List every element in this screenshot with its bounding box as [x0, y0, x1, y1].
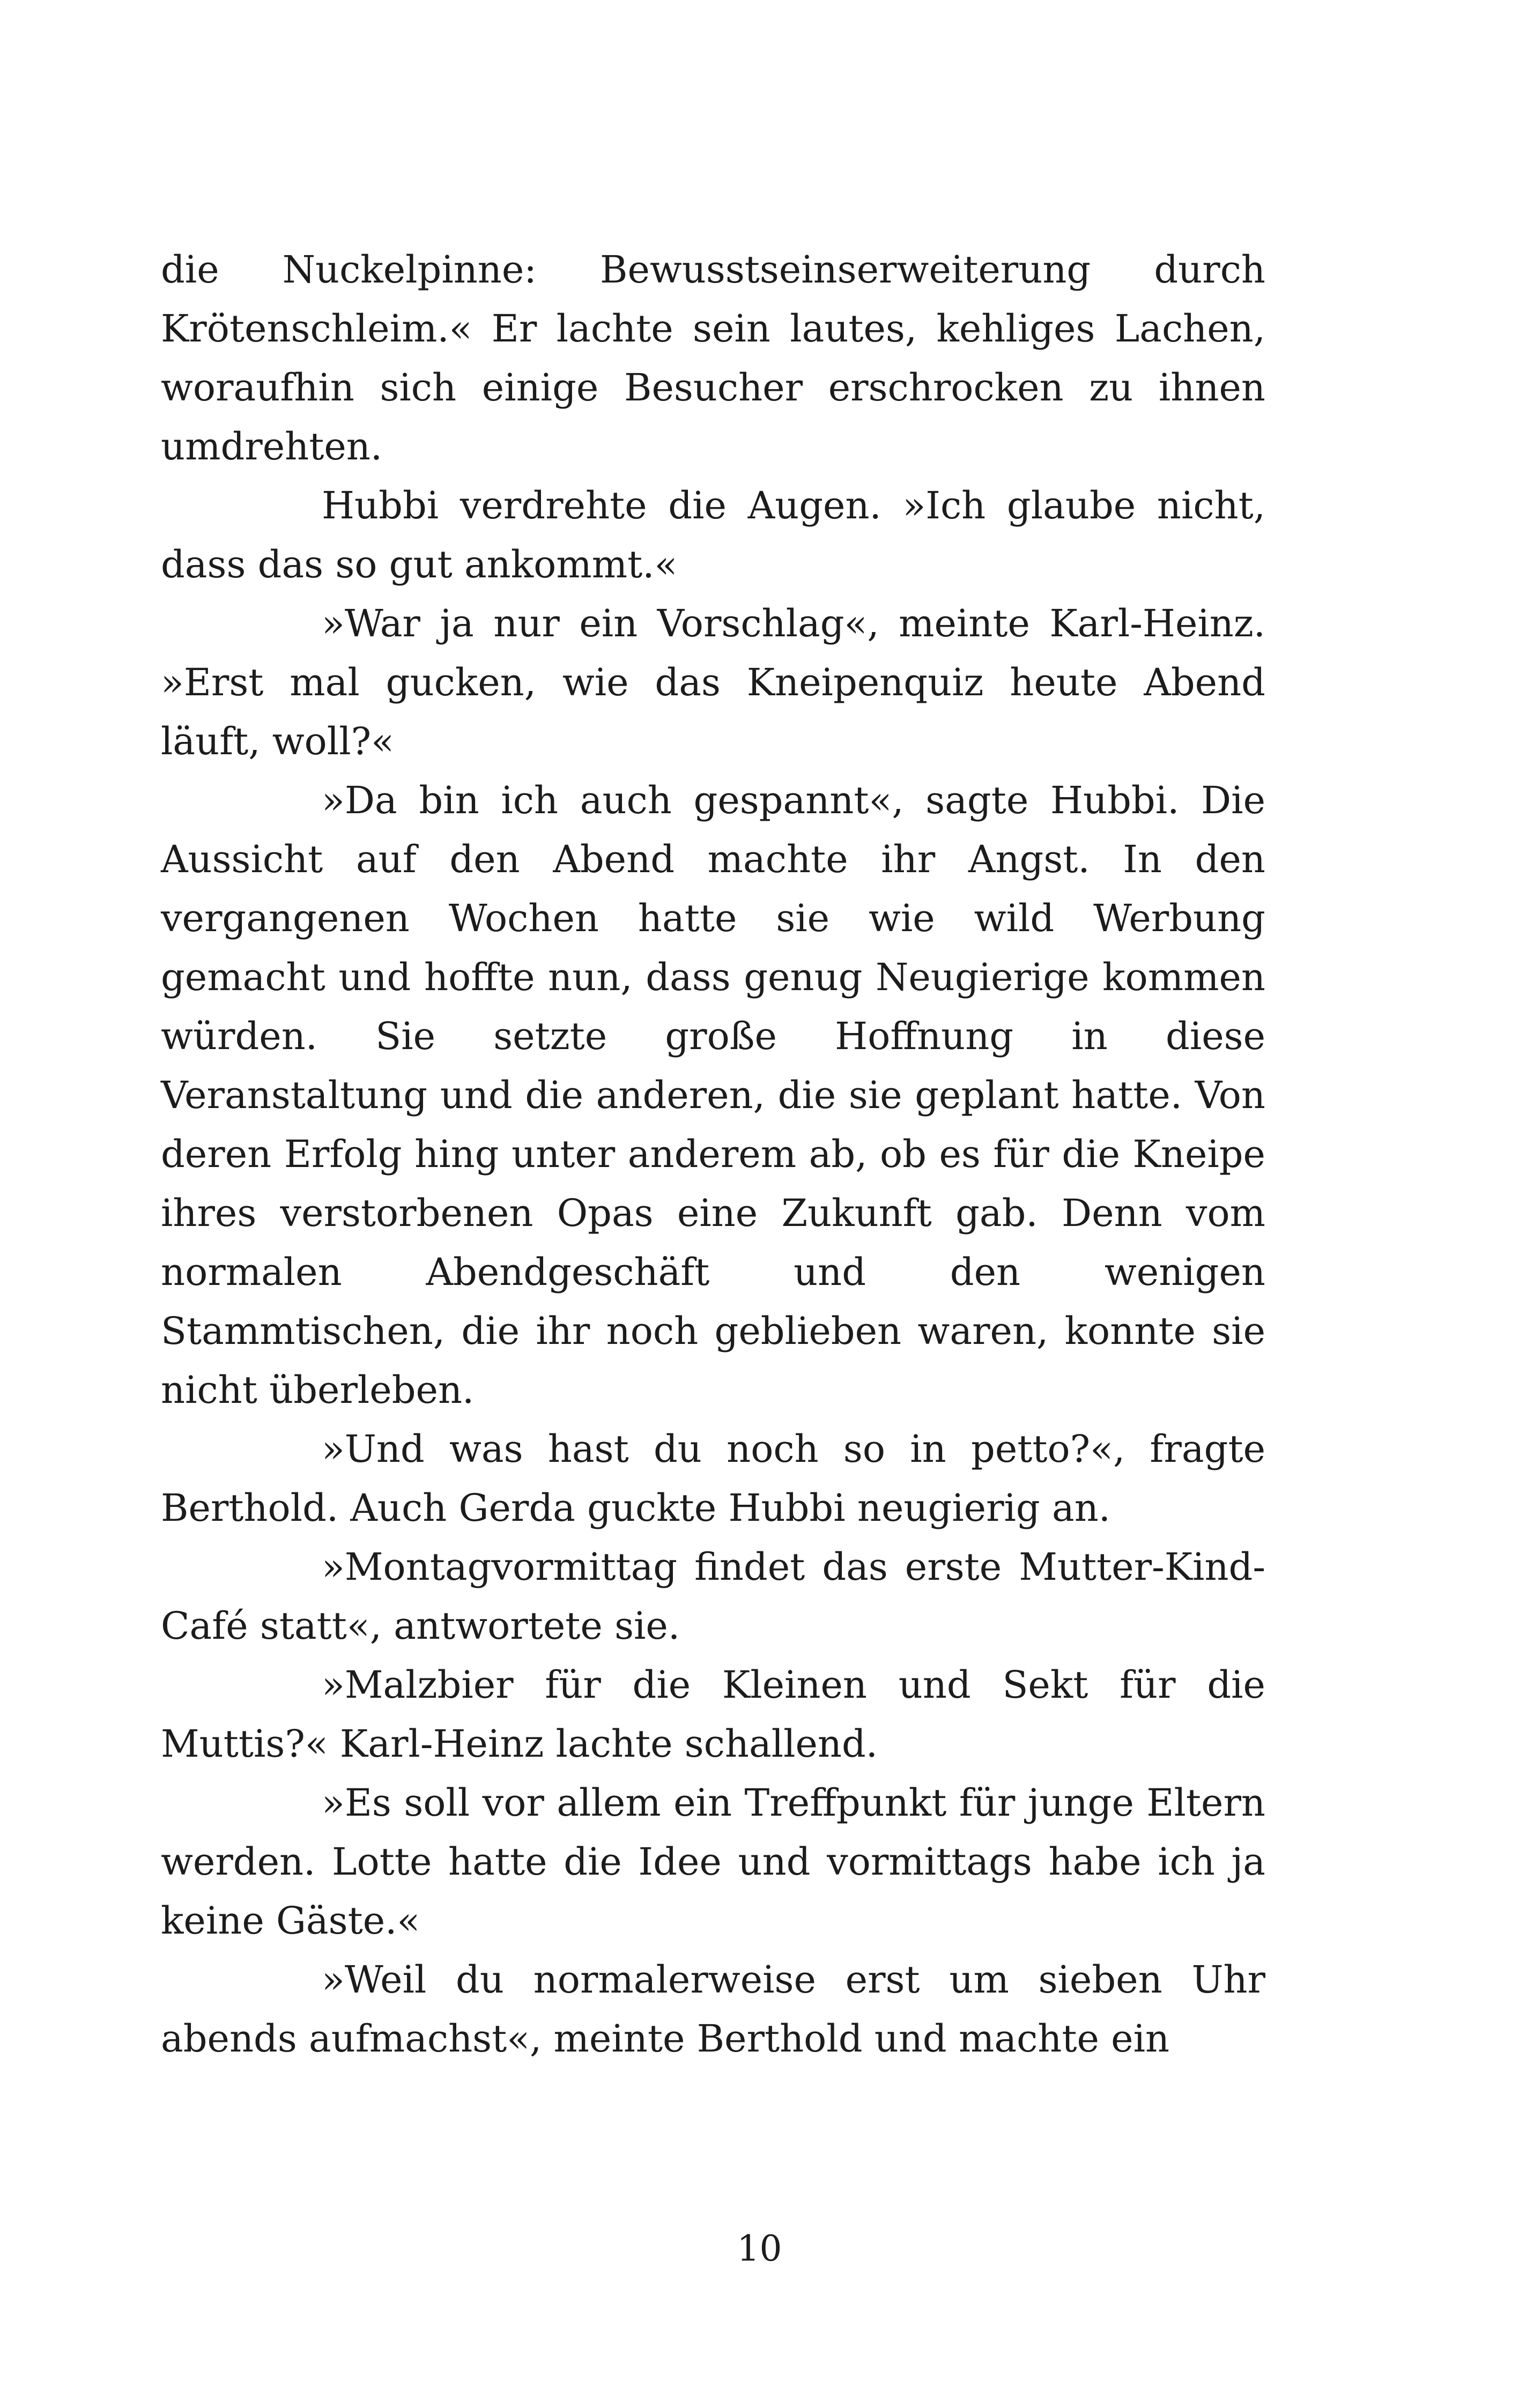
paragraph: Hubbi verdrehte die Augen. »Ich glaube nicht, dass das so gut ankommt.« — [161, 484, 1265, 586]
paragraph: »Malzbier für die Kleinen und Sekt für die Muttis?« Karl-Heinz lachte schallend. — [161, 1663, 1265, 1766]
page-number: 10 — [737, 2228, 782, 2269]
body-text — [161, 240, 1265, 2068]
paragraph: »War ja nur ein Vorschlag«, meinte Karl-Heinz. »Erst mal gucken, wie das Kneipenquiz heute Abend läuft, woll?« — [161, 601, 1265, 763]
paragraph-continuation: die Nuckelpinne: Bewusstseinserweiterung durch Krötenschleim.« Er lachte sein lautes, kehliges Lachen, woraufhin sich einige Besucher erschrocken zu ihnen umdrehten. — [161, 248, 1265, 469]
paragraph: »Da bin ich auch gespannt«, sagte Hubbi. Die Aussicht auf den Abend machte ihr Angst. In den vergangenen Wochen hatte sie wie wild Werbung gemacht und hoffte nun, dass genug Neugierige kommen würden. Sie setzte große Hoffnung in diese Veranstaltung und die anderen, die sie geplant hatte. Von deren Erfolg hing unter anderem ab, ob es für die Kneipe ihres verstorbenen Opas eine Zukunft gab. Denn vom normalen Abendgeschäft und den wenigen Stammtischen, die ihr noch geblieben waren, konnte sie nicht überleben. — [161, 778, 1265, 1412]
paragraph: »Montagvormittag findet das erste Mutter-Kind-Café statt«, antwortete sie. — [161, 1545, 1265, 1648]
paragraph-last: »Weil du normalerweise erst um sieben Uhr abends aufmachst«, meinte Berthold und machte ein — [161, 1958, 1265, 2061]
paragraph: »Es soll vor allem ein Treffpunkt für junge Eltern werden. Lotte hatte die Idee und vormittags habe ich ja keine Gäste.« — [161, 1781, 1265, 1943]
paragraph: »Und was hast du noch so in petto?«, fragte Berthold. Auch Gerda guckte Hubbi neugierig an. — [161, 1427, 1265, 1530]
